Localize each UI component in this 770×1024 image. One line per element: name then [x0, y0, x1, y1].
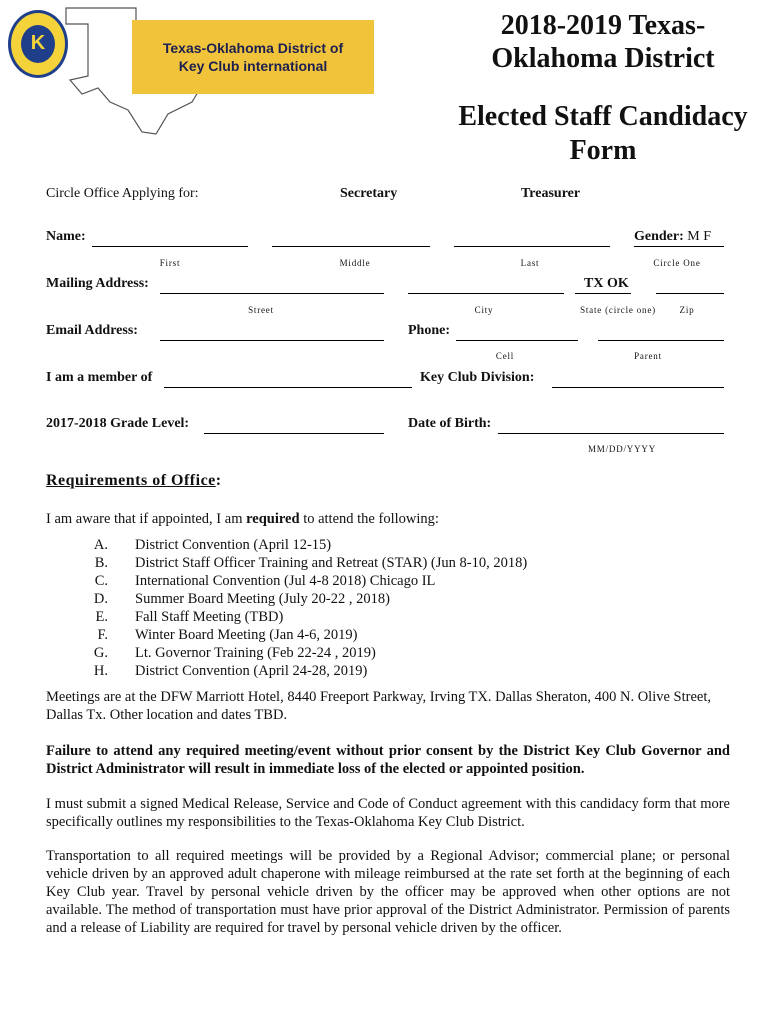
form-title	[438, 100, 768, 168]
phone-label: Phone:	[408, 323, 450, 338]
middle-name-line[interactable]	[272, 246, 430, 247]
parent-sublabel: Parent	[634, 351, 662, 361]
last-sublabel: Last	[520, 258, 540, 268]
title-line-1: 2018-2019 Texas-	[500, 10, 706, 41]
division-line[interactable]	[552, 387, 724, 388]
grade-line[interactable]	[204, 433, 384, 434]
dob-format: MM/DD/YYYY	[587, 444, 656, 454]
gender-field[interactable]	[634, 229, 711, 245]
requirements-heading	[46, 472, 222, 490]
zip-sublabel: Zip	[679, 305, 695, 315]
parent-phone-line[interactable]	[598, 340, 724, 341]
requirements-heading-text: Requirements of Office	[46, 472, 216, 489]
office-option-treasurer[interactable]: Treasurer	[521, 186, 581, 201]
name-label: Name:	[46, 229, 86, 244]
division-label: Key Club Division:	[420, 370, 535, 385]
city-line[interactable]	[408, 293, 564, 294]
seal-k-icon: K	[30, 32, 46, 54]
requirements-heading-colon: :	[215, 472, 222, 489]
mailing-label: Mailing Address:	[46, 276, 149, 291]
email-line[interactable]	[160, 340, 384, 341]
state-sublabel: State (circle one)	[580, 305, 656, 315]
zip-line[interactable]	[656, 293, 724, 294]
meetings-note: Meetings are at the DFW Marriott Hotel, 8440 Freeport Parkway, Irving TX. Dallas Sheraton, 400 N. Olive Street, Dallas Tx. Other location and dates TBD.	[46, 689, 711, 723]
gender-label: Gender:	[634, 229, 684, 244]
middle-sublabel: Middle	[339, 258, 371, 268]
grade-label: 2017-2018 Grade Level:	[46, 416, 190, 431]
first-sublabel: First	[159, 258, 181, 268]
member-line[interactable]	[164, 387, 412, 388]
intro-required: required	[246, 511, 300, 527]
state-options[interactable]: TX OK	[584, 276, 629, 291]
street-line[interactable]	[160, 293, 384, 294]
banner-line-1: Texas-Oklahoma District of	[162, 40, 344, 56]
first-name-line[interactable]	[92, 246, 248, 247]
state-line	[575, 293, 631, 294]
failure-note: Failure to attend any required meeting/event without prior consent by the District Key Club Governor and District Administrator will result in immediate loss of the elected or appointed position.	[46, 743, 730, 777]
city-sublabel: City	[474, 305, 494, 315]
medical-note: I must submit a signed Medical Release, Service and Code of Conduct agreement with this candidacy form that more specifically outlines my responsibilities to the Texas-Oklahoma Key Club District.	[46, 796, 730, 830]
form-title-line-1: Elected Staff Candidacy	[458, 101, 748, 132]
circle-one-sublabel: Circle One	[653, 258, 701, 268]
cell-sublabel: Cell	[495, 351, 515, 361]
dob-line[interactable]	[498, 433, 724, 434]
transport-note: Transportation to all required meetings will be provided by a Regional Advisor; commercial plane; or personal vehicle driven by an approved adult chaperone with mileage reimbursed at the rate set forth at the beginning of each Key Club year. Travel by personal vehicle driven by the officer may be approved when other options are not available. The method of transportation must have prior approval of the District Administrator. Permission of parents and a release of Liability are required for travel by personal vehicle driven by the officer.	[46, 848, 730, 936]
last-name-line[interactable]	[454, 246, 610, 247]
intro-text-end: to attend the following:	[299, 511, 439, 527]
title-line-2: Oklahoma District	[491, 43, 715, 74]
office-label: Circle Office Applying for:	[46, 186, 199, 201]
office-option-secretary[interactable]: Secretary	[340, 186, 398, 201]
cell-phone-line[interactable]	[456, 340, 578, 341]
gender-line	[634, 246, 724, 247]
member-label: I am a member of	[46, 370, 153, 385]
page-title	[438, 9, 768, 75]
requirements-intro	[46, 510, 730, 528]
intro-text-start: I am aware that if appointed, I am	[46, 511, 247, 527]
form-title-line-2: Form	[569, 135, 637, 166]
banner-line-2: Key Club international	[178, 58, 328, 74]
email-label: Email Address:	[46, 323, 138, 338]
dob-label: Date of Birth:	[408, 416, 492, 431]
street-sublabel: Street	[248, 305, 274, 315]
district-banner	[132, 20, 374, 94]
gender-options[interactable]: M F	[687, 229, 711, 244]
